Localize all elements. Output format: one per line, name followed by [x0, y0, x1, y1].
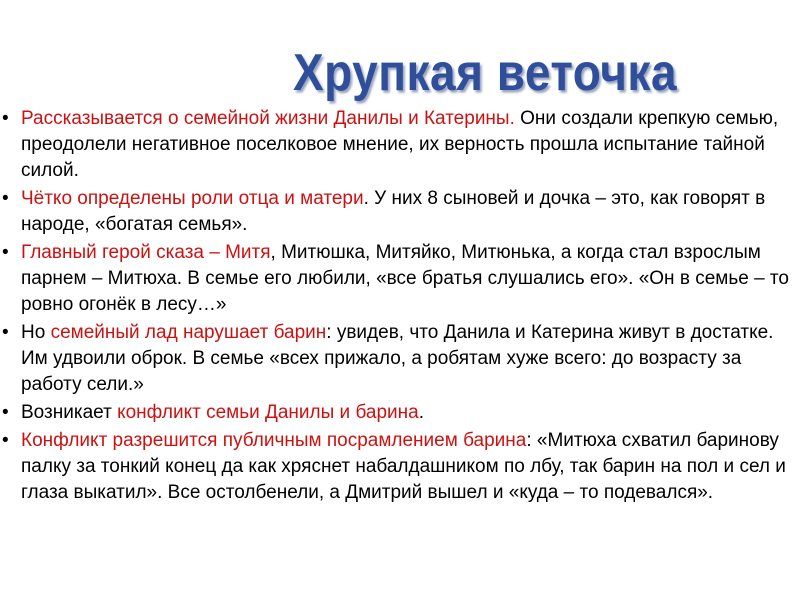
- highlighted-text: Конфликт разрешится публичным посрамлением барина: [21, 430, 527, 451]
- highlighted-text: семейный лад нарушает барин: [50, 322, 327, 343]
- body-text: : увидев, что Данила и Катерина живут в достатке. Им удвоили оброк. В семье «всех прижало, а робятам хуже всего: до возрасту за работу сели.»: [21, 322, 774, 395]
- bullet-list: [2, 106, 792, 508]
- highlighted-text: Рассказывается о семейной жизни Данилы и Катерины.: [21, 108, 515, 129]
- bullet-icon: •: [2, 188, 9, 209]
- body-text: : «Митюха схватил баринову палку за тонкий конец да как хряснет набалдашником по лбу, так барин на пол и сел и глаза выкатил». Все остолбенели, а Дмитрий вышел и «куда – то подевался».: [21, 430, 786, 503]
- bullet-item-2: [2, 186, 792, 238]
- bullet-icon: •: [2, 402, 9, 423]
- body-text: . У них 8 сыновей и дочка – это, как говорят в народе, «богатая семья».: [21, 188, 766, 235]
- bullet-item-4: [2, 320, 792, 398]
- highlighted-text: конфликт семьи Данилы и барина: [117, 402, 419, 423]
- highlighted-text: Главный герой сказа – Митя: [21, 242, 271, 263]
- bullet-icon: •: [2, 322, 9, 343]
- bullet-icon: •: [2, 430, 9, 451]
- body-text-lead: Но: [21, 322, 51, 343]
- slide-title: Хрупкая веточка: [292, 43, 678, 102]
- body-text-lead: Возникает: [21, 402, 118, 423]
- highlighted-text: Чётко определены роли отца и матери: [21, 188, 364, 209]
- body-text: , Митюшка, Митяйко, Митюнька, а когда стал взрослым парнем – Митюха. В семье его любили, «все братья слушались его». «Он в семье – то ровно огонёк в лесу…»: [21, 242, 789, 315]
- bullet-item-6: [2, 428, 792, 506]
- bullet-item-3: [2, 240, 792, 318]
- bullet-icon: •: [2, 108, 9, 129]
- body-text: .: [418, 402, 424, 423]
- bullet-icon: •: [2, 242, 9, 263]
- body-text: Они создали крепкую семью, преодолели негативное поселковое мнение, их верность прошла испытание тайной силой.: [21, 108, 779, 181]
- bullet-item-5: [2, 400, 792, 426]
- bullet-item-1: [2, 106, 792, 184]
